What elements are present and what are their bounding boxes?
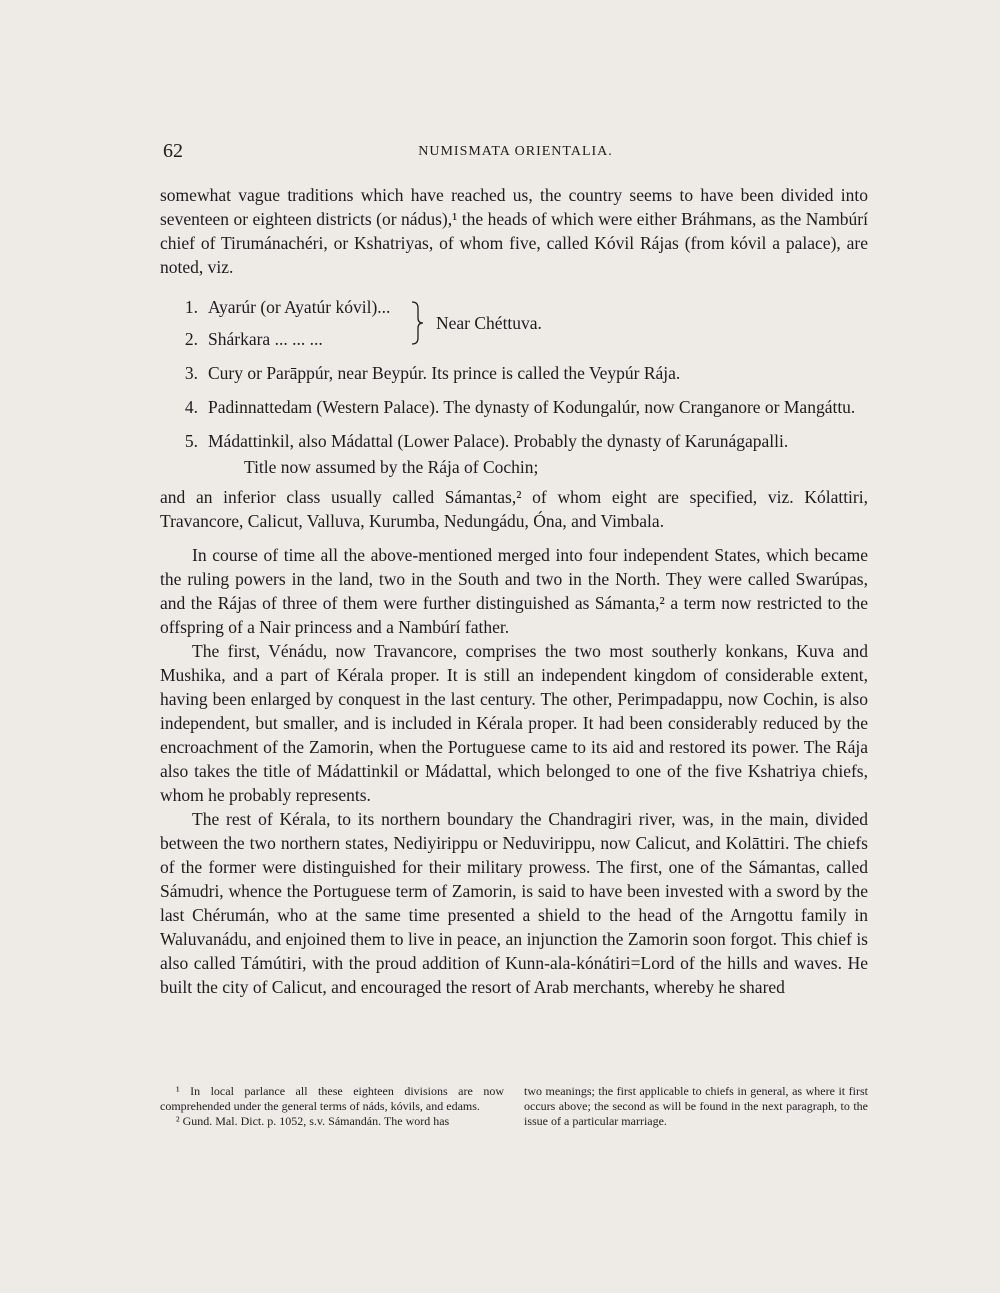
footnote-2-continued: two meanings; the first applicable to chiefs in general, as where it first occurs above; the second as will be found in the next paragraph, to the issue of a particular marriage. [524,1084,868,1128]
list-text: Padinnattedam (Western Palace). The dynasty of Kodungalúr, now Cranganore or Mangáttu. [208,397,856,417]
footnote-2: ² Gund. Mal. Dict. p. 1052, s.v. Sámandán. The word has [176,1114,450,1128]
samantas-paragraph: and an inferior class usually called Sámantas,² of whom eight are specified, viz. Kólattiri, Travancore, Calicut, Valluva, Kurumba, Nedungádu, Óna, and Vimbala. [160,487,868,531]
list-item [160,429,868,453]
list-group-near-chettuva [160,295,868,351]
list-number: 4. [184,397,198,417]
group-label: Near Chéttuva. [436,313,542,333]
footnotes [160,1084,868,1129]
kovil-rajas-list [160,295,868,479]
list-number: 3. [184,363,198,383]
intro-paragraph: somewhat vague traditions which have reached us, the country seems to have been divided into seventeen or eighteen districts (or nádus),¹ the heads of which were either Bráhmans, as the Nambúrí chief of Tirumánachéri, or Kshatriyas, of whom five, called Kóvil Rájas (from kóvil a palace), are noted, viz. [160,185,868,277]
list-item [160,295,408,319]
list-number: 2. [184,329,198,349]
page-header [163,140,868,170]
footnote-1: ¹ In local parlance all these eighteen divisions are now comprehended under the general terms of náds, kóvils, and edams. [160,1084,504,1113]
list-number: 1. [184,297,198,317]
body-paragraph: The first, Vénádu, now Travancore, comprises the two most southerly konkans, Kuva and Mushika, and a part of Kérala proper. It is still an independent kingdom of considerable extent, having been enlarged by conquest in the last century. The other, Perimpadappu, now Cochin, is also independent, but smaller, and is included in Kérala proper. It had been considerably reduced by the encroachment of the Zamorin, when the Portuguese came to its aid and restored its power. The Rája also takes the title of Mádattinkil or Mádattal, which belonged to one of the five Kshatriya chiefs, whom he probably represents. [160,641,868,805]
list-item [160,327,408,351]
list-text: Shárkara ... ... ... [208,329,323,349]
curly-brace-icon [408,300,434,346]
list-item [160,361,868,385]
body-paragraph: The rest of Kérala, to its northern boundary the Chandragiri river, was, in the main, divided between the two northern states, Nediyirippu or Neduvirippu, now Calicut, and Kolāttiri. The chiefs of the former were distinguished for their military prowess. The first, one of the Sámantas, called Sámudri, whence the Portuguese term of Zamorin, is said to have been invested with a sword by the last Chérumán, who at the same time presented a shield to the head of the Arngottu family in Waluvanádu, and enjoined them to live in peace, an injunction the Zamorin soon forgot. This chief is also called Támútiri, with the proud addition of Kunn-ala-kónátiri=Lord of the hills and waves. He built the city of Calicut, and encouraged the resort of Arab merchants, whereby he shared [160,809,868,997]
list-note: Title now assumed by the Rája of Cochin; [244,457,539,477]
page-number: 62 [163,140,183,162]
list-text: Ayarúr (or Ayatúr kóvil)... [208,297,391,317]
running-head: NUMISMATA ORIENTALIA. [418,144,613,159]
body-paragraph: In course of time all the above-mentioned merged into four independent States, which became the ruling powers in the land, two in the South and two in the North. They were called Swarúpas, and the Rájas of three of them were further distinguished as Sámanta,² a term now restricted to the offspring of a Nair princess and a Nambúrí father. [160,545,868,637]
list-text: Mádattinkil, also Mádattal (Lower Palace). Probably the dynasty of Karunágapalli. [208,431,789,451]
list-item [160,395,868,419]
footnote-column-right [524,1084,868,1129]
list-number: 5. [184,431,198,451]
list-text: Cury or Parāppúr, near Beypúr. Its prince is called the Veypúr Rája. [208,363,681,383]
footnote-column-left [160,1084,504,1129]
body-text [160,183,868,999]
